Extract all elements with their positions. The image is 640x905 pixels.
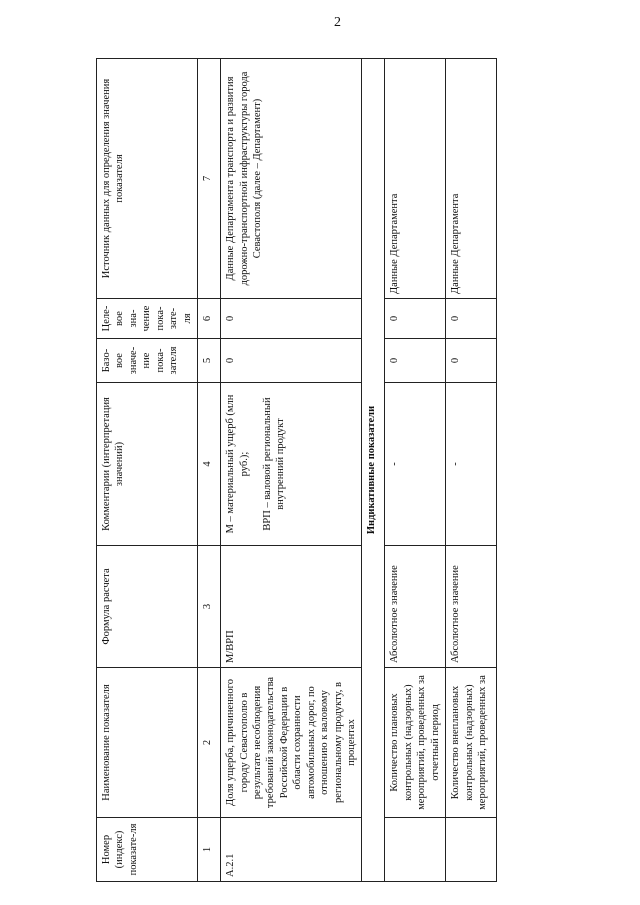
indicators-table-rotated — [96, 59, 489, 882]
comment-line: ВРП – валовой региональный внутренний продукт — [261, 397, 287, 531]
base-value: 0 — [385, 339, 446, 383]
table-header-row — [97, 59, 198, 882]
data-source: Данные Департамента — [446, 59, 497, 299]
header-source: Источник данных для определения значения показателя — [97, 59, 198, 299]
column-number-row — [198, 59, 221, 882]
comment-line: М – материальный ущерб (млн руб.); — [225, 394, 250, 534]
table-row — [221, 59, 362, 882]
indicator-name: Количество внеплановых контрольных (надзорных) мероприятий, проведенных за — [446, 668, 497, 818]
target-value: 0 — [385, 299, 446, 339]
base-value: 0 — [221, 339, 362, 383]
indicator-comment — [221, 383, 362, 546]
target-value: 0 — [221, 299, 362, 339]
indicator-comment: - — [385, 383, 446, 546]
header-index: Номер (индекс) показате-ля — [97, 818, 198, 882]
header-comments: Комментарии (интерпретация значений) — [97, 383, 198, 546]
indicator-name: Доля ущерба, причиненного городу Севастополю в результате несоблюдения требований законодательства Российской Федерации в области сохранности автомобильных дорог, по отношению к валовому региональному продукту, в процентах — [221, 668, 362, 818]
data-source: Данные Департамента — [385, 59, 446, 299]
indicator-comment: - — [446, 383, 497, 546]
column-number: 1 — [198, 818, 221, 882]
column-number: 7 — [198, 59, 221, 299]
row-index: А.2.1 — [221, 818, 362, 882]
column-number: 5 — [198, 339, 221, 383]
indicators-table — [96, 58, 497, 882]
header-target: Целе-вое зна-чение пока-зате-ля — [97, 299, 198, 339]
page-number: 2 — [334, 15, 341, 30]
header-formula: Формула расчета — [97, 546, 198, 668]
base-value: 0 — [446, 339, 497, 383]
indicator-name: Количество плановых контрольных (надзорных) мероприятий, проведенных за отчетный период — [385, 668, 446, 818]
row-index — [446, 818, 497, 882]
indicator-formula: М/ВРП — [221, 546, 362, 668]
section-title: Индикативные показатели — [362, 59, 385, 882]
indicator-formula: Абсолютное значение — [385, 546, 446, 668]
indicator-formula: Абсолютное значение — [446, 546, 497, 668]
row-index — [385, 818, 446, 882]
column-number: 6 — [198, 299, 221, 339]
data-source: Данные Департамента транспорта и развития дорожно-транспортной инфраструктуры города Севастополя (далее – Департамент) — [221, 59, 362, 299]
header-name: Наименование показателя — [97, 668, 198, 818]
target-value: 0 — [446, 299, 497, 339]
header-base: Базо-вое значе-ние пока-зателя — [97, 339, 198, 383]
column-number: 4 — [198, 383, 221, 546]
column-number: 2 — [198, 668, 221, 818]
table-row — [446, 59, 497, 882]
section-row — [362, 59, 385, 882]
column-number: 3 — [198, 546, 221, 668]
table-row — [385, 59, 446, 882]
